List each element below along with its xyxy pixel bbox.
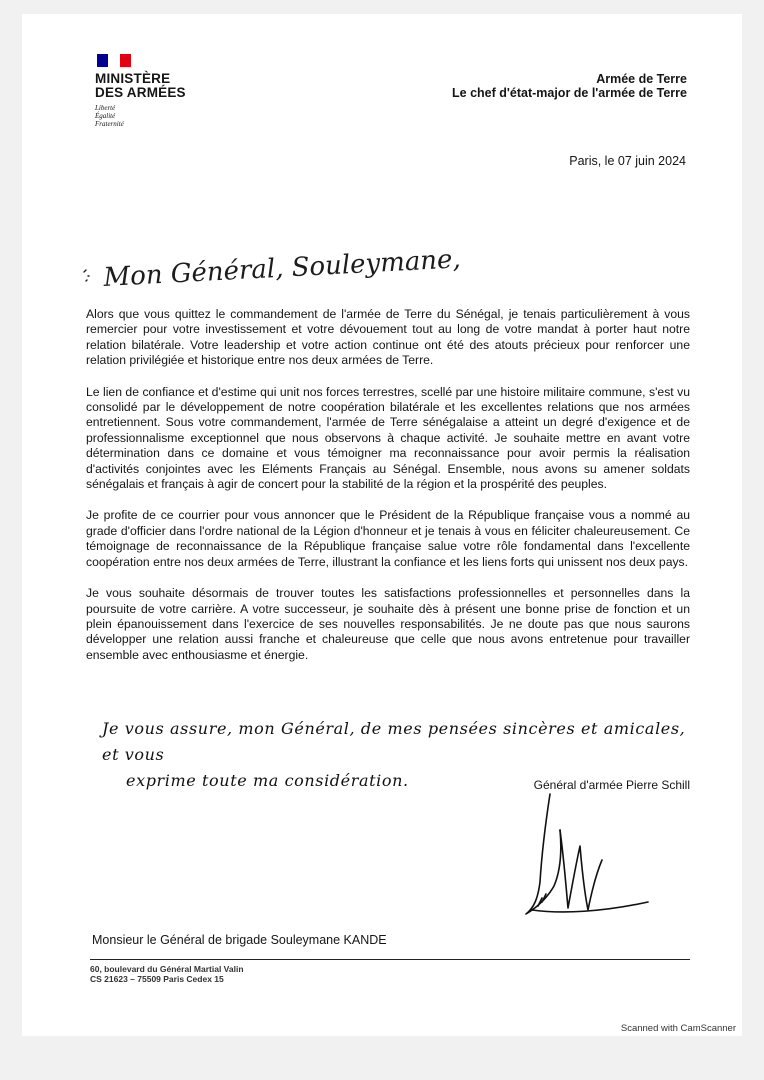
footer-address xyxy=(90,964,244,984)
sender-block xyxy=(452,72,687,100)
salutation-text: Mon Général, Souleymane, xyxy=(102,244,462,293)
footer-address-line2: CS 21623 – 75509 Paris Cedex 15 xyxy=(90,974,224,984)
letter-sheet xyxy=(22,14,742,1036)
ministry-logo xyxy=(95,54,186,128)
paragraph-1: Alors que vous quittez le commandement de l'armée de Terre du Sénégal, je tenais particulièrement à vous remercier pour votre investissement et votre dévouement tout au long de votre mandat à porter haut notre relation bilatérale. Votre leadership et votre action continue ont été des atouts précieux pour renforcer une relation privilégiée et historique entre nos deux armées de Terre. xyxy=(86,307,690,368)
motto-egalite: Égalité xyxy=(95,112,116,120)
ministry-name-line1: MINISTÈRE xyxy=(95,71,171,86)
flag-blue-band xyxy=(97,54,108,67)
sender-organization: Armée de Terre xyxy=(596,72,687,86)
flag-icon xyxy=(97,54,131,67)
scanner-watermark: Scanned with CamScanner xyxy=(620,1023,736,1034)
republic-motto xyxy=(95,104,186,128)
letter-body xyxy=(86,307,690,679)
paragraph-3: Je profite de ce courrier pour vous annoncer que le Président de la République française vous a nommé au grade d'officier dans l'ordre national de la Légion d'honneur et je tenais à vous en féliciter chaleureusement. Ce témoignage de reconnaissance de la République française salue votre rôle fondamental dans l'excellente coopération entre nos deux armées de Terre, illustrant la confiance et les liens forts qui unissent nos deux pays. xyxy=(86,508,690,569)
closing-line-2: exprime toute ma considération. xyxy=(126,771,409,790)
flag-red-band xyxy=(120,54,131,67)
signatory-name: Général d'armée Pierre Schill xyxy=(533,778,690,792)
footer-divider xyxy=(90,959,690,960)
motto-liberte: Liberté xyxy=(95,104,116,112)
salutation-handwriting xyxy=(82,236,502,306)
ministry-name xyxy=(95,72,186,100)
signature-scribble xyxy=(502,790,652,930)
addressee: Monsieur le Général de brigade Souleymane KANDE xyxy=(92,933,387,947)
paragraph-4: Je vous souhaite désormais de trouver toutes les satisfactions professionnelles et personnelles dans la poursuite de votre carrière. A votre successeur, je souhaite dès à présent une bonne prise de fonction et un plein épanouissement dans l'exercice de ses nouvelles responsabilités. Je ne doute pas que nous saurons développer une relation aussi franche et chaleureuse que celle que nous avons entretenue pour travailler ensemble avec enthousiasme et énergie. xyxy=(86,586,690,662)
sender-title: Le chef d'état-major de l'armée de Terre xyxy=(452,86,687,100)
closing-line-1: Je vous assure, mon Général, de mes pensées sincères et amicales, et vous xyxy=(102,719,686,764)
flag-white-band xyxy=(108,54,119,67)
footer-address-line1: 60, boulevard du Général Martial Valin xyxy=(90,964,244,974)
handwritten-salutation xyxy=(82,236,502,306)
motto-fraternite: Fraternité xyxy=(95,120,124,128)
paragraph-2: Le lien de confiance et d'estime qui unit nos forces terrestres, scellé par une histoire militaire commune, s'est vu consolidé par le développement de notre coopération bilatérale et les excellentes relations que nos armées entretiennent. Sous votre commandement, l'armée de Terre sénégalaise a atteint un degré d'exigence et de professionnalisme exceptionnel que nous observons à chaque activité. Je souhaite mettre en avant votre détermination dans ce domaine et vous témoigner ma reconnaissance pour avoir permis la réalisation d'activités conjointes avec les Eléments Français au Sénégal. Ensemble, nous avons su amener soldats sénégalais et français à agir de concert pour la stabilité de la région et la prospérité des peuples. xyxy=(86,384,690,492)
letter-date: Paris, le 07 juin 2024 xyxy=(569,154,686,168)
ministry-name-line2: DES ARMÉES xyxy=(95,85,186,100)
